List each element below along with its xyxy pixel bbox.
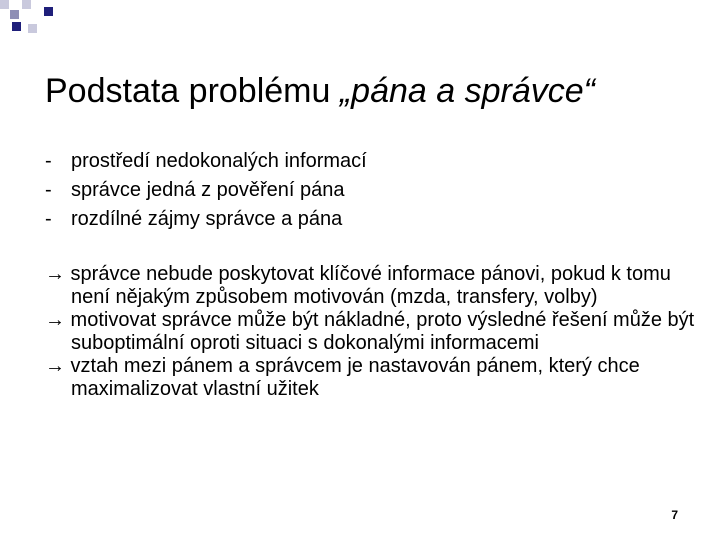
deco-square <box>10 10 19 19</box>
deco-square <box>12 22 21 31</box>
arrow-point: → motivovat správce může být nákladné, proto výsledné řešení může být suboptimální oproti situaci s dokonalými informacemi <box>45 309 695 354</box>
arrow-point: → vztah mezi pánem a správcem je nastavován pánem, který chce maximalizovat vlastní užitek <box>45 355 640 400</box>
corner-decoration <box>0 0 60 40</box>
bullet-text: prostředí nedokonalých informací <box>71 150 367 172</box>
bullet-text: rozdílné zájmy správce a pána <box>71 208 343 230</box>
bullet-list <box>45 147 367 234</box>
bullet-item <box>45 147 367 176</box>
bullet-item <box>45 205 367 234</box>
bullet-item <box>45 176 367 205</box>
deco-square <box>0 0 9 9</box>
arrow-point: → správce nebude poskytovat klíčové informace pánovi, pokud k tomu není nějakým způsobem motivován (mzda, transfery, volby) <box>45 263 671 308</box>
bullet-marker: - <box>45 150 52 172</box>
slide-title-italic: „pána a správce“ <box>339 72 595 110</box>
arrow-points <box>45 263 695 401</box>
page-number: 7 <box>671 508 678 522</box>
deco-square <box>28 24 37 33</box>
bullet-marker: - <box>45 208 52 230</box>
bullet-text: správce jedná z pověření pána <box>71 179 345 201</box>
deco-square <box>22 0 31 9</box>
slide-title-plain: Podstata problému <box>45 72 340 110</box>
slide-title <box>45 72 595 111</box>
bullet-marker: - <box>45 179 52 201</box>
deco-square <box>44 7 53 16</box>
